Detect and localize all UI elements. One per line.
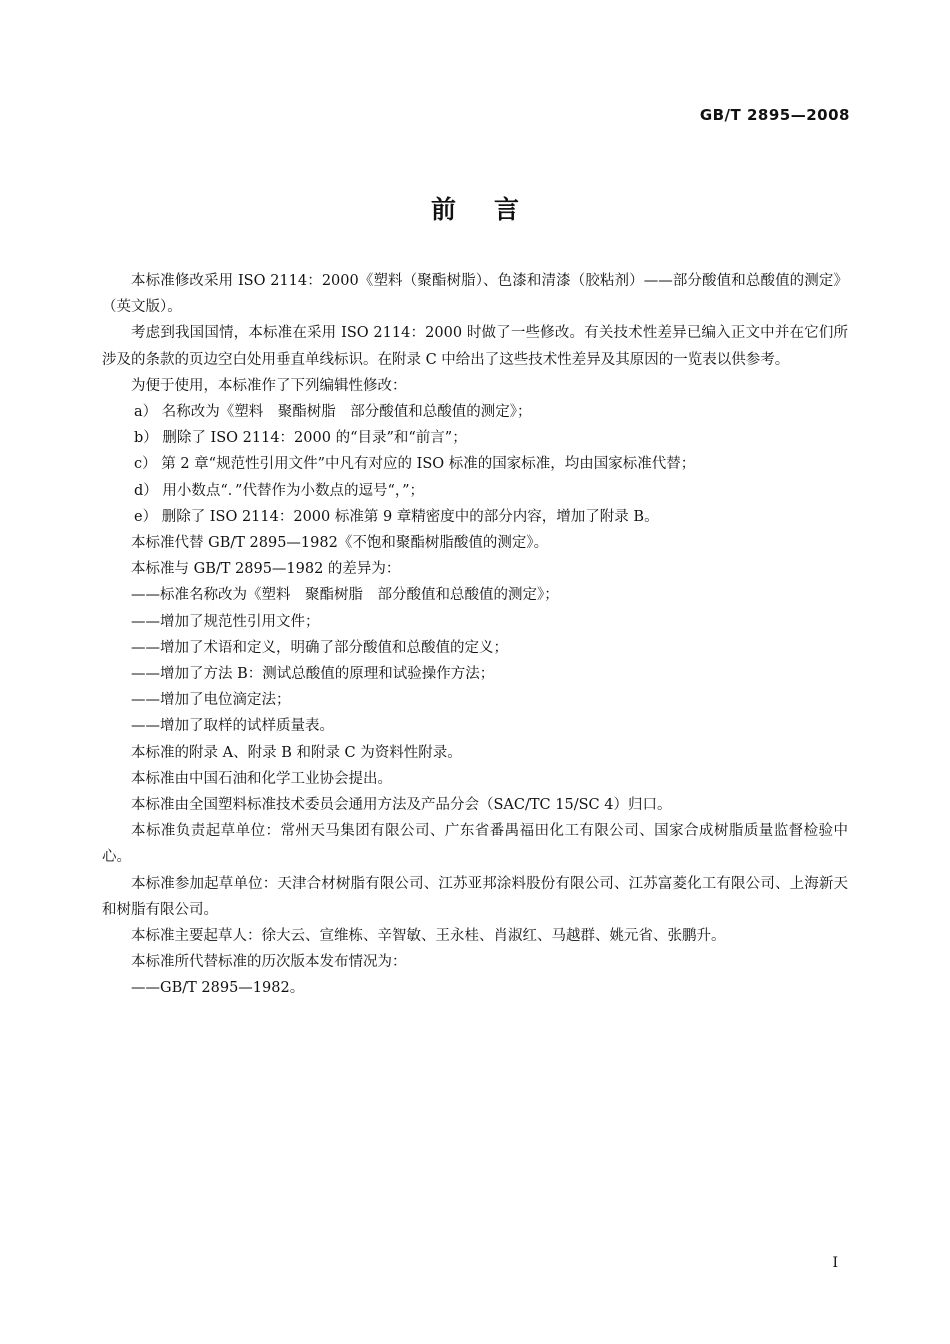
paragraph: 本标准由中国石油和化学工业协会提出。 bbox=[131, 770, 392, 787]
list-item: c） 第 2 章“规范性引用文件”中凡有对应的 ISO 标准的国家标准，均由国家标准代替； bbox=[134, 456, 696, 473]
foreword-body bbox=[102, 268, 848, 1002]
dash-item: ——标准名称改为《塑料 聚酯树脂 部分酸值和总酸值的测定》； bbox=[131, 587, 559, 604]
paragraph: 本标准由全国塑料标准技术委员会通用方法及产品分会（SAC/TC 15/SC 4）归口。 bbox=[131, 797, 672, 814]
page-number: I bbox=[832, 1255, 838, 1271]
paragraph: 考虑到我国国情，本标准在采用 ISO 2114：2000 时做了一些修改。有关技术性差异已编入正文中并在它们所涉及的条款的页边空白处用垂直单线标识。在附录 C 中给出了这些技术性差异及其原因的一览表以供参考。 bbox=[102, 325, 848, 368]
dash-item: ——增加了术语和定义，明确了部分酸值和总酸值的定义； bbox=[131, 639, 508, 656]
dash-item: ——增加了电位滴定法； bbox=[131, 692, 291, 709]
paragraph: 本标准负责起草单位：常州天马集团有限公司、广东省番禺福田化工有限公司、国家合成树脂质量监督检验中心。 bbox=[102, 823, 848, 866]
list-item: d） 用小数点“．”代替作为小数点的逗号“，”； bbox=[134, 482, 425, 499]
page-title: 前言 bbox=[430, 195, 557, 224]
paragraph: 本标准修改采用 ISO 2114：2000《塑料（聚酯树脂）、色漆和清漆（胶粘剂）——部分酸值和总酸值的测定》（英文版）。 bbox=[102, 273, 848, 316]
dash-item: ——GB/T 2895—1982。 bbox=[131, 980, 305, 997]
paragraph: 本标准所代替标准的历次版本发布情况为： bbox=[131, 954, 407, 971]
list-item: b） 删除了 ISO 2114：2000 的“目录”和“前言”； bbox=[134, 430, 467, 447]
dash-item: ——增加了方法 B：测试总酸值的原理和试验操作方法； bbox=[131, 666, 495, 683]
paragraph: 为便于使用，本标准作了下列编辑性修改： bbox=[131, 377, 407, 394]
paragraph: 本标准与 GB/T 2895—1982 的差异为： bbox=[131, 561, 401, 578]
list-item: e） 删除了 ISO 2114：2000 标准第 9 章精密度中的部分内容，增加了附录 B。 bbox=[134, 508, 659, 525]
dash-item: ——增加了规范性引用文件； bbox=[131, 613, 320, 630]
paragraph: 本标准代替 GB/T 2895—1982《不饱和聚酯树脂酸值的测定》。 bbox=[131, 535, 549, 552]
paragraph: 本标准参加起草单位：天津合材树脂有限公司、江苏亚邦涂料股份有限公司、江苏富菱化工有限公司、上海新天和树脂有限公司。 bbox=[102, 875, 848, 918]
paragraph: 本标准主要起草人：徐大云、宣维栋、辛智敏、王永桂、肖淑红、马越群、姚元省、张鹏升。 bbox=[131, 928, 726, 945]
list-item: a） 名称改为《塑料 聚酯树脂 部分酸值和总酸值的测定》； bbox=[134, 404, 532, 421]
paragraph: 本标准的附录 A、附录 B 和附录 C 为资料性附录。 bbox=[131, 744, 462, 761]
dash-item: ——增加了取样的试样质量表。 bbox=[131, 718, 334, 735]
standard-code: GB/T 2895—2008 bbox=[699, 106, 850, 124]
